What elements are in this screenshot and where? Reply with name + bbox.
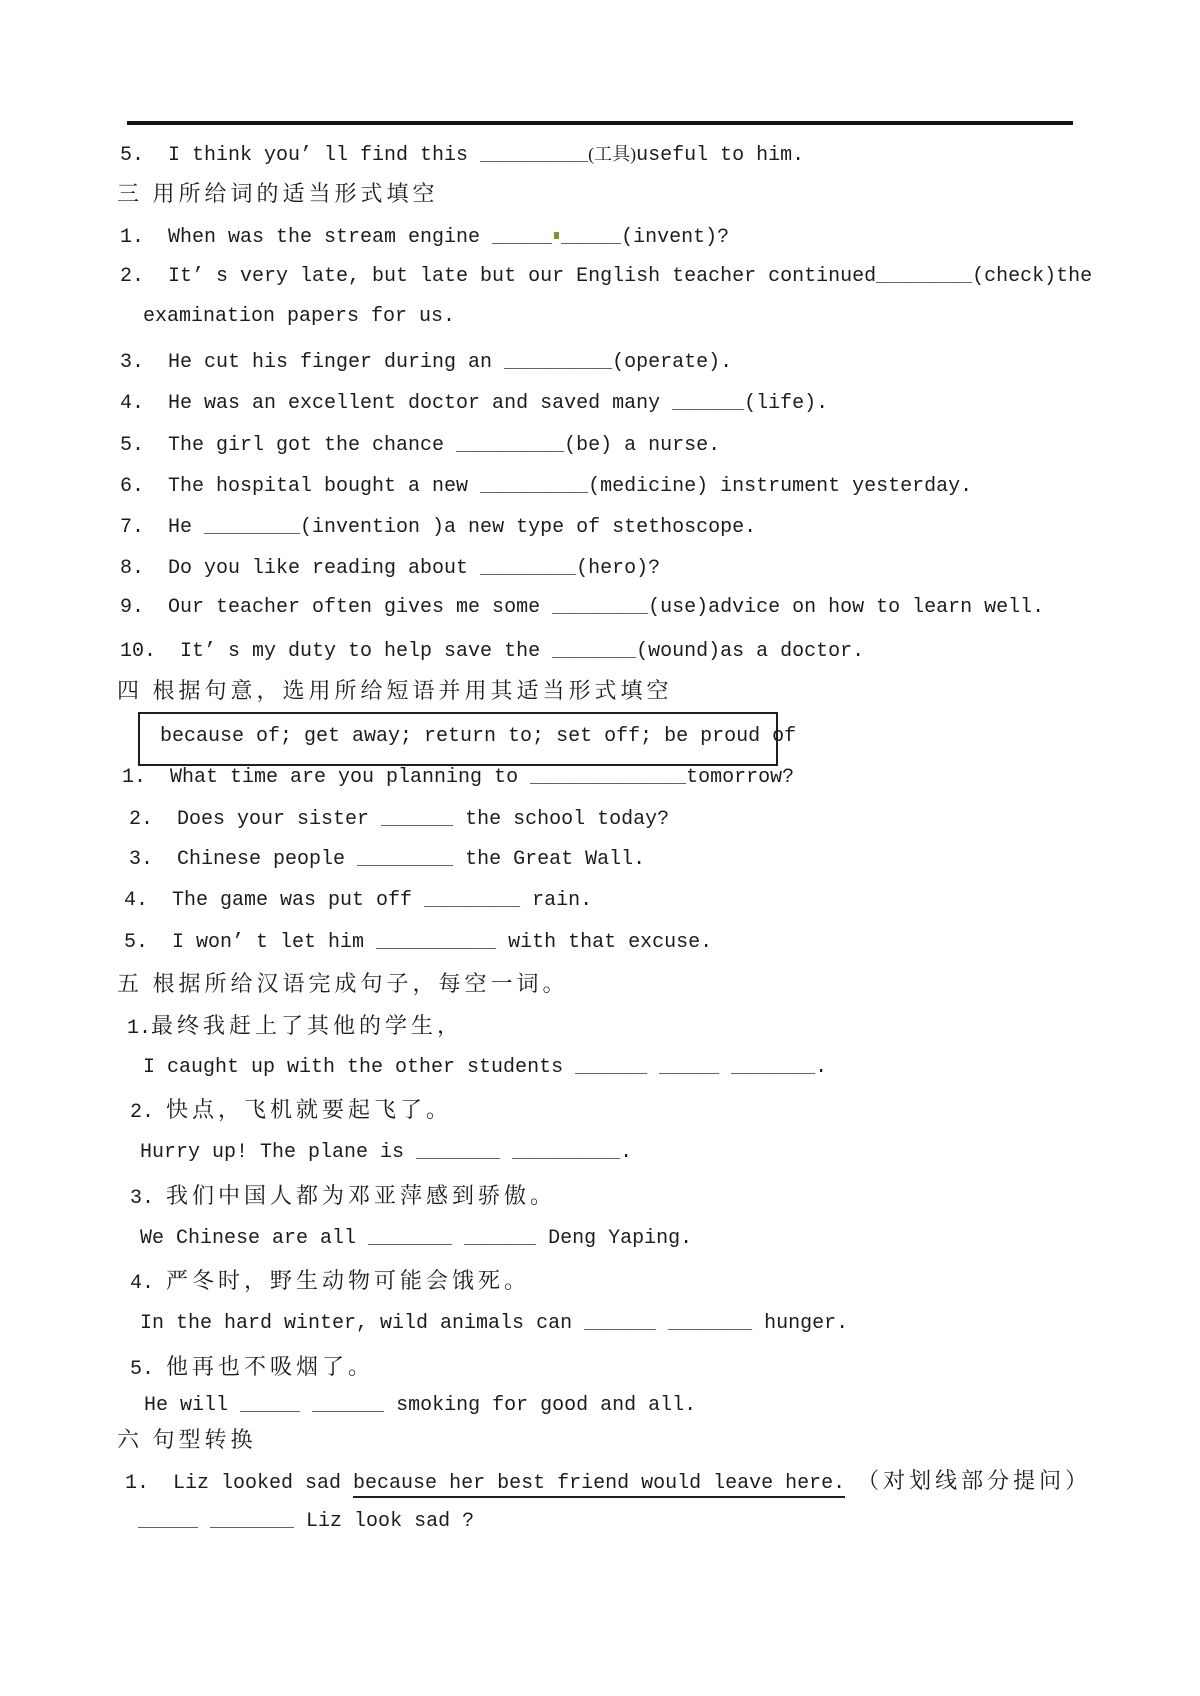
- chinese-text-run: （对划线部分提问）: [857, 1468, 1092, 1493]
- chinese-text-run: 五 根据所给汉语完成句子，每空一词。: [117, 971, 569, 996]
- text-run: (operate).: [612, 351, 733, 374]
- text-run: 3.: [130, 1187, 167, 1210]
- chinese-text-run: 四 根据句意，选用所给短语并用其适当形式填空: [117, 678, 673, 703]
- document-line: [120, 134, 804, 174]
- fill-in-blank: ______: [381, 808, 454, 831]
- document-line: [120, 632, 864, 672]
- text-run: Liz look sad ?: [294, 1510, 475, 1533]
- document-line: [140, 1304, 848, 1344]
- top-horizontal-rule: [127, 121, 1073, 125]
- text-run: 5.: [130, 1358, 167, 1381]
- fill-in-blank: _______: [210, 1510, 295, 1533]
- fill-in-blank: ______: [584, 1312, 657, 1335]
- text-run: 2. Does your sister: [129, 808, 382, 831]
- text-run: the Great Wall.: [453, 848, 646, 871]
- fill-in-blank: ______: [672, 392, 745, 415]
- phrase-bank-line: [160, 717, 796, 757]
- text-run: 3. He cut his finger during an: [120, 351, 505, 374]
- text-run: useful to him.: [636, 144, 805, 167]
- text-run: (life).: [744, 392, 829, 415]
- underlined-text: because her best friend would leave here.: [353, 1472, 845, 1498]
- fill-in-blank: _______: [668, 1312, 753, 1335]
- document-line: [130, 1347, 374, 1387]
- text-run: 8. Do you like reading about: [120, 557, 481, 580]
- document-line: [120, 467, 972, 507]
- document-line: [117, 964, 569, 1004]
- text-run: 5. I won’ t let him: [124, 931, 377, 954]
- text-run: examination papers for us.: [143, 305, 456, 328]
- fill-in-blank: _____: [138, 1510, 199, 1533]
- fill-in-blank: ______: [575, 1056, 648, 1079]
- document-line: [138, 1502, 474, 1542]
- text-run: I caught up with the other students: [143, 1056, 576, 1079]
- document-line: [117, 174, 439, 214]
- document-line: [127, 1006, 463, 1046]
- document-line: [120, 257, 1092, 297]
- document-line: [129, 840, 645, 880]
- document-line: [130, 1090, 452, 1130]
- fill-in-blank: _______: [731, 1056, 816, 1079]
- text-run: 5. I think you’ ll find this: [120, 144, 481, 167]
- text-run: [719, 1056, 731, 1079]
- fill-in-blank: _________: [512, 1141, 621, 1164]
- text-run: 7. He: [120, 516, 205, 539]
- text-run: [845, 1472, 857, 1495]
- fill-in-blank: __________: [376, 931, 497, 954]
- text-run: 1. When was the stream engine: [120, 226, 493, 249]
- document-line: [120, 426, 720, 466]
- text-run: [500, 1141, 512, 1164]
- document-line: [140, 1133, 632, 1173]
- document-line: [129, 800, 669, 840]
- document-line: [122, 758, 794, 798]
- chinese-text-run: 快点，飞机就要起飞了。: [166, 1097, 453, 1122]
- fill-in-blank: _________: [504, 351, 613, 374]
- text-run: 10. It’ s my duty to help save the: [120, 640, 553, 663]
- fill-in-blank: _____: [659, 1056, 720, 1079]
- text-run: tomorrow?: [686, 766, 795, 789]
- text-run: 5. The girl got the chance: [120, 434, 457, 457]
- text-run: 1. Liz looked sad: [125, 1472, 354, 1495]
- fill-in-blank: ________: [357, 848, 454, 871]
- document-line: [120, 588, 1044, 628]
- text-run: [300, 1394, 312, 1417]
- chinese-text-run: 六 句型转换: [117, 1427, 257, 1452]
- text-run: Hurry up! The plane is: [140, 1141, 417, 1164]
- document-line: [125, 1461, 1091, 1501]
- text-run: He will: [144, 1394, 241, 1417]
- text-run: [647, 1056, 659, 1079]
- chinese-text-run: 他再也不吸烟了。: [166, 1354, 375, 1379]
- text-run: smoking for good and all.: [384, 1394, 697, 1417]
- text-run: 1.: [127, 1017, 152, 1040]
- fill-in-blank: _________: [456, 434, 565, 457]
- text-run: (use)advice on how to learn well.: [648, 596, 1045, 619]
- text-run: 4. He was an excellent doctor and saved many: [120, 392, 673, 415]
- text-run: (be) a nurse.: [564, 434, 721, 457]
- text-run: rain.: [520, 889, 593, 912]
- document-line: [140, 1219, 692, 1259]
- text-run: 2.: [130, 1101, 167, 1124]
- text-run: (check)the: [972, 265, 1093, 288]
- fill-in-blank: _______: [416, 1141, 501, 1164]
- text-run: (hero)?: [576, 557, 661, 580]
- fill-in-blank: ________: [480, 557, 577, 580]
- text-run: [656, 1312, 668, 1335]
- text-run: (medicine) instrument yesterday.: [588, 475, 973, 498]
- fill-in-blank: ______: [312, 1394, 385, 1417]
- text-run: (invention )a new type of stethoscope.: [300, 516, 757, 539]
- text-run: 3. Chinese people: [129, 848, 358, 871]
- fill-in-blank: ________: [424, 889, 521, 912]
- document-line: [143, 1048, 827, 1088]
- fill-in-blank: _______: [552, 640, 637, 663]
- text-run: [452, 1227, 464, 1250]
- document-line: [120, 384, 828, 424]
- fill-in-blank: ________: [876, 265, 973, 288]
- text-run: 4.: [130, 1272, 167, 1295]
- highlight-mark: [554, 232, 559, 239]
- text-run: 9. Our teacher often gives me some: [120, 596, 553, 619]
- fill-in-blank: _________: [480, 475, 589, 498]
- fill-in-blank: _____________: [530, 766, 687, 789]
- text-run: .: [620, 1141, 633, 1164]
- chinese-text-run: 严冬时，野生动物可能会饿死。: [166, 1268, 531, 1293]
- text-run: We Chinese are all: [140, 1227, 369, 1250]
- document-line: [130, 1176, 556, 1216]
- fill-in-blank: _____: [492, 226, 553, 249]
- fill-in-blank: _________: [480, 144, 589, 167]
- document-line: [120, 549, 660, 589]
- document-line: [120, 508, 756, 548]
- chinese-text-run: 我们中国人都为邓亚萍感到骄傲。: [166, 1183, 557, 1208]
- fill-in-blank: ________: [204, 516, 301, 539]
- document-line: [130, 1261, 530, 1301]
- document-line: [124, 923, 712, 963]
- fill-in-blank: _______: [368, 1227, 453, 1250]
- document-line: [117, 1420, 257, 1460]
- document-line: [120, 218, 729, 258]
- text-run: hunger.: [752, 1312, 849, 1335]
- fill-in-blank: _____: [561, 226, 622, 249]
- text-run: (invent)?: [621, 226, 730, 249]
- text-run: .: [815, 1056, 828, 1079]
- document-line: [117, 671, 673, 711]
- document-line: [124, 881, 592, 921]
- text-run: (wound)as a doctor.: [636, 640, 865, 663]
- chinese-text-run: 最终我赶上了其他的学生，: [151, 1013, 464, 1038]
- text-run: 4. The game was put off: [124, 889, 425, 912]
- text-run: In the hard winter, wild animals can: [140, 1312, 585, 1335]
- text-run: Deng Yaping.: [536, 1227, 693, 1250]
- text-run: 1. What time are you planning to: [122, 766, 531, 789]
- document-line: [143, 297, 455, 337]
- chinese-text-run: 三 用所给词的适当形式填空: [117, 181, 439, 206]
- chinese-text-run: (工具): [588, 144, 637, 164]
- fill-in-blank: ______: [464, 1227, 537, 1250]
- text-run: because of; get away; return to; set off; be proud of: [160, 725, 797, 748]
- text-run: with that excuse.: [496, 931, 713, 954]
- text-run: the school today?: [453, 808, 670, 831]
- fill-in-blank: ________: [552, 596, 649, 619]
- text-run: 2. It’ s very late, but late but our English teacher continued: [120, 265, 877, 288]
- text-run: [198, 1510, 210, 1533]
- document-line: [120, 343, 732, 383]
- fill-in-blank: _____: [240, 1394, 301, 1417]
- text-run: 6. The hospital bought a new: [120, 475, 481, 498]
